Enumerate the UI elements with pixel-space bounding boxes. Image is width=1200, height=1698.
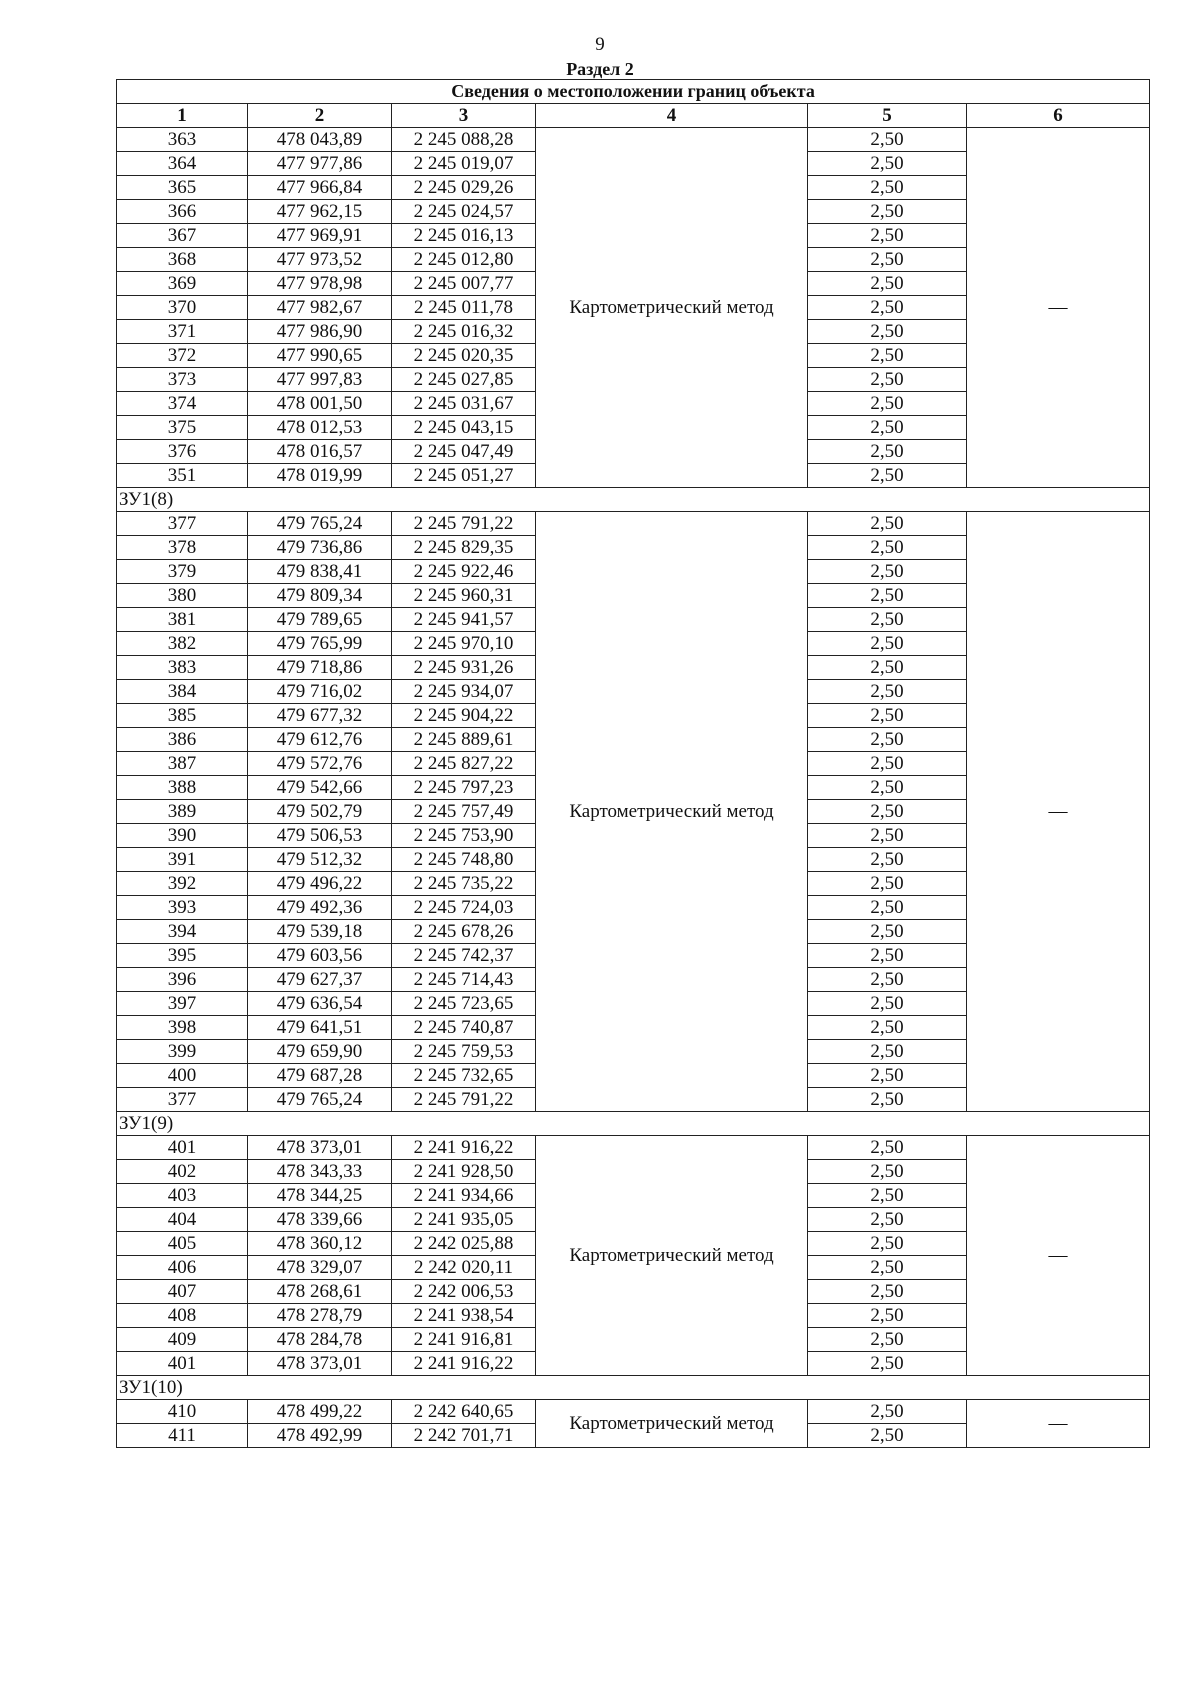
coordinate-y: 2 245 753,90 xyxy=(392,824,536,848)
coordinate-x: 479 502,79 xyxy=(248,800,392,824)
point-number: 399 xyxy=(117,1040,248,1064)
accuracy-value: 2,50 xyxy=(808,1232,967,1256)
coordinate-x: 479 512,32 xyxy=(248,848,392,872)
accuracy-value: 2,50 xyxy=(808,200,967,224)
coordinate-x: 478 329,07 xyxy=(248,1256,392,1280)
point-number: 386 xyxy=(117,728,248,752)
coordinate-x: 478 499,22 xyxy=(248,1400,392,1424)
coordinate-x: 478 278,79 xyxy=(248,1304,392,1328)
coordinate-x: 478 344,25 xyxy=(248,1184,392,1208)
accuracy-value: 2,50 xyxy=(808,1088,967,1112)
coordinate-x: 479 765,24 xyxy=(248,512,392,536)
group-label-row xyxy=(117,1112,1150,1136)
point-number: 372 xyxy=(117,344,248,368)
coordinate-x: 479 496,22 xyxy=(248,872,392,896)
point-number: 409 xyxy=(117,1328,248,1352)
coordinate-x: 477 973,52 xyxy=(248,248,392,272)
point-number: 384 xyxy=(117,680,248,704)
coordinate-y: 2 245 020,35 xyxy=(392,344,536,368)
coordinate-y: 2 245 829,35 xyxy=(392,536,536,560)
point-number: 406 xyxy=(117,1256,248,1280)
coordinate-x: 478 360,12 xyxy=(248,1232,392,1256)
point-number: 401 xyxy=(117,1352,248,1376)
page-number: 9 xyxy=(595,34,605,55)
accuracy-value: 2,50 xyxy=(808,1040,967,1064)
point-number: 396 xyxy=(117,968,248,992)
coordinate-y: 2 245 016,32 xyxy=(392,320,536,344)
coordinate-x: 478 343,33 xyxy=(248,1160,392,1184)
accuracy-value: 2,50 xyxy=(808,176,967,200)
column-header: 4 xyxy=(536,104,808,128)
note-cell: — xyxy=(967,1400,1150,1448)
coordinate-x: 479 677,32 xyxy=(248,704,392,728)
coordinate-y: 2 245 031,67 xyxy=(392,392,536,416)
point-number: 369 xyxy=(117,272,248,296)
point-number: 411 xyxy=(117,1424,248,1448)
method-cell: Картометрический метод xyxy=(536,128,808,488)
coordinate-y: 2 245 012,80 xyxy=(392,248,536,272)
point-number: 376 xyxy=(117,440,248,464)
accuracy-value: 2,50 xyxy=(808,728,967,752)
point-number: 375 xyxy=(117,416,248,440)
point-number: 402 xyxy=(117,1160,248,1184)
coordinate-x: 477 986,90 xyxy=(248,320,392,344)
point-number: 351 xyxy=(117,464,248,488)
coordinate-y: 2 245 678,26 xyxy=(392,920,536,944)
coordinate-x: 477 990,65 xyxy=(248,344,392,368)
point-number: 395 xyxy=(117,944,248,968)
table-body xyxy=(117,128,1150,1448)
accuracy-value: 2,50 xyxy=(808,344,967,368)
point-number: 377 xyxy=(117,512,248,536)
accuracy-value: 2,50 xyxy=(808,1184,967,1208)
accuracy-value: 2,50 xyxy=(808,1400,967,1424)
point-number: 400 xyxy=(117,1064,248,1088)
point-number: 363 xyxy=(117,128,248,152)
coordinate-x: 479 736,86 xyxy=(248,536,392,560)
coordinate-x: 477 969,91 xyxy=(248,224,392,248)
column-header: 3 xyxy=(392,104,536,128)
section-title: Раздел 2 xyxy=(566,59,634,79)
coordinate-y: 2 241 916,81 xyxy=(392,1328,536,1352)
accuracy-value: 2,50 xyxy=(808,944,967,968)
point-number: 391 xyxy=(117,848,248,872)
coordinate-y: 2 245 019,07 xyxy=(392,152,536,176)
point-number: 394 xyxy=(117,920,248,944)
coordinate-y: 2 241 935,05 xyxy=(392,1208,536,1232)
coordinate-y: 2 245 970,10 xyxy=(392,632,536,656)
method-cell: Картометрический метод xyxy=(536,1136,808,1376)
coordinate-y: 2 245 931,26 xyxy=(392,656,536,680)
accuracy-value: 2,50 xyxy=(808,1256,967,1280)
coordinate-x: 478 012,53 xyxy=(248,416,392,440)
column-header: 2 xyxy=(248,104,392,128)
accuracy-value: 2,50 xyxy=(808,800,967,824)
point-number: 368 xyxy=(117,248,248,272)
accuracy-value: 2,50 xyxy=(808,824,967,848)
point-number: 367 xyxy=(117,224,248,248)
point-number: 378 xyxy=(117,536,248,560)
coordinate-y: 2 245 922,46 xyxy=(392,560,536,584)
coordinate-x: 479 718,86 xyxy=(248,656,392,680)
coordinate-x: 479 572,76 xyxy=(248,752,392,776)
point-number: 410 xyxy=(117,1400,248,1424)
point-number: 377 xyxy=(117,1088,248,1112)
table-row xyxy=(117,512,1150,536)
coordinate-y: 2 245 714,43 xyxy=(392,968,536,992)
accuracy-value: 2,50 xyxy=(808,776,967,800)
point-number: 385 xyxy=(117,704,248,728)
accuracy-value: 2,50 xyxy=(808,584,967,608)
point-number: 383 xyxy=(117,656,248,680)
point-number: 405 xyxy=(117,1232,248,1256)
coordinate-y: 2 241 916,22 xyxy=(392,1136,536,1160)
accuracy-value: 2,50 xyxy=(808,272,967,296)
group-label-row xyxy=(117,488,1150,512)
accuracy-value: 2,50 xyxy=(808,680,967,704)
group-label-row xyxy=(117,1376,1150,1400)
accuracy-value: 2,50 xyxy=(808,368,967,392)
accuracy-value: 2,50 xyxy=(808,416,967,440)
coordinate-x: 479 492,36 xyxy=(248,896,392,920)
coordinate-y: 2 242 025,88 xyxy=(392,1232,536,1256)
accuracy-value: 2,50 xyxy=(808,872,967,896)
coordinate-x: 479 765,24 xyxy=(248,1088,392,1112)
coordinate-y: 2 245 740,87 xyxy=(392,1016,536,1040)
coordinate-x: 478 016,57 xyxy=(248,440,392,464)
point-number: 364 xyxy=(117,152,248,176)
accuracy-value: 2,50 xyxy=(808,704,967,728)
coordinate-y: 2 245 029,26 xyxy=(392,176,536,200)
coordinate-y: 2 245 797,23 xyxy=(392,776,536,800)
accuracy-value: 2,50 xyxy=(808,1016,967,1040)
coordinate-y: 2 245 024,57 xyxy=(392,200,536,224)
accuracy-value: 2,50 xyxy=(808,248,967,272)
coordinate-x: 478 019,99 xyxy=(248,464,392,488)
point-number: 387 xyxy=(117,752,248,776)
coordinate-x: 479 627,37 xyxy=(248,968,392,992)
accuracy-value: 2,50 xyxy=(808,296,967,320)
point-number: 398 xyxy=(117,1016,248,1040)
group-label: ЗУ1(9) xyxy=(117,1112,1150,1136)
coordinate-y: 2 245 027,85 xyxy=(392,368,536,392)
coordinate-x: 479 603,56 xyxy=(248,944,392,968)
coordinate-y: 2 241 938,54 xyxy=(392,1304,536,1328)
accuracy-value: 2,50 xyxy=(808,752,967,776)
point-number: 373 xyxy=(117,368,248,392)
accuracy-value: 2,50 xyxy=(808,656,967,680)
column-header: 1 xyxy=(117,104,248,128)
table-row xyxy=(117,128,1150,152)
table-title: Сведения о местоположении границ объекта xyxy=(117,80,1150,104)
coordinate-y: 2 245 011,78 xyxy=(392,296,536,320)
accuracy-value: 2,50 xyxy=(808,1208,967,1232)
coordinate-y: 2 241 916,22 xyxy=(392,1352,536,1376)
coordinate-x: 477 978,98 xyxy=(248,272,392,296)
coordinate-y: 2 245 960,31 xyxy=(392,584,536,608)
coordinate-x: 479 765,99 xyxy=(248,632,392,656)
accuracy-value: 2,50 xyxy=(808,848,967,872)
coordinate-x: 479 716,02 xyxy=(248,680,392,704)
accuracy-value: 2,50 xyxy=(808,1352,967,1376)
coordinate-x: 479 687,28 xyxy=(248,1064,392,1088)
coordinate-y: 2 245 051,27 xyxy=(392,464,536,488)
point-number: 371 xyxy=(117,320,248,344)
table-row xyxy=(117,1136,1150,1160)
accuracy-value: 2,50 xyxy=(808,608,967,632)
group-label: ЗУ1(8) xyxy=(117,488,1150,512)
coordinate-y: 2 245 759,53 xyxy=(392,1040,536,1064)
coordinate-y: 2 245 748,80 xyxy=(392,848,536,872)
accuracy-value: 2,50 xyxy=(808,560,967,584)
point-number: 381 xyxy=(117,608,248,632)
accuracy-value: 2,50 xyxy=(808,512,967,536)
accuracy-value: 2,50 xyxy=(808,896,967,920)
coordinate-x: 477 966,84 xyxy=(248,176,392,200)
coordinate-y: 2 245 791,22 xyxy=(392,512,536,536)
accuracy-value: 2,50 xyxy=(808,968,967,992)
accuracy-value: 2,50 xyxy=(808,320,967,344)
group-label: ЗУ1(10) xyxy=(117,1376,1150,1400)
coordinate-x: 478 339,66 xyxy=(248,1208,392,1232)
coordinate-y: 2 245 723,65 xyxy=(392,992,536,1016)
coordinate-y: 2 245 827,22 xyxy=(392,752,536,776)
coordinate-x: 479 636,54 xyxy=(248,992,392,1016)
coordinate-y: 2 245 791,22 xyxy=(392,1088,536,1112)
note-cell: — xyxy=(967,512,1150,1112)
coordinate-y: 2 245 904,22 xyxy=(392,704,536,728)
coordinate-x: 479 809,34 xyxy=(248,584,392,608)
point-number: 390 xyxy=(117,824,248,848)
table-row xyxy=(117,1400,1150,1424)
coordinate-y: 2 245 889,61 xyxy=(392,728,536,752)
point-number: 392 xyxy=(117,872,248,896)
coordinate-x: 479 641,51 xyxy=(248,1016,392,1040)
coordinate-x: 478 492,99 xyxy=(248,1424,392,1448)
coordinate-x: 479 659,90 xyxy=(248,1040,392,1064)
coordinate-x: 478 284,78 xyxy=(248,1328,392,1352)
coordinate-x: 478 001,50 xyxy=(248,392,392,416)
coordinate-y: 2 242 640,65 xyxy=(392,1400,536,1424)
accuracy-value: 2,50 xyxy=(808,920,967,944)
coordinate-y: 2 245 047,49 xyxy=(392,440,536,464)
method-cell: Картометрический метод xyxy=(536,1400,808,1448)
point-number: 382 xyxy=(117,632,248,656)
coordinate-x: 479 612,76 xyxy=(248,728,392,752)
coordinate-y: 2 245 934,07 xyxy=(392,680,536,704)
accuracy-value: 2,50 xyxy=(808,1280,967,1304)
coordinate-y: 2 242 701,71 xyxy=(392,1424,536,1448)
coordinate-y: 2 245 016,13 xyxy=(392,224,536,248)
coordinate-x: 478 268,61 xyxy=(248,1280,392,1304)
point-number: 407 xyxy=(117,1280,248,1304)
coordinate-y: 2 241 928,50 xyxy=(392,1160,536,1184)
accuracy-value: 2,50 xyxy=(808,632,967,656)
note-cell: — xyxy=(967,128,1150,488)
accuracy-value: 2,50 xyxy=(808,1160,967,1184)
coordinate-x: 477 962,15 xyxy=(248,200,392,224)
point-number: 404 xyxy=(117,1208,248,1232)
accuracy-value: 2,50 xyxy=(808,536,967,560)
coordinate-y: 2 245 757,49 xyxy=(392,800,536,824)
note-cell: — xyxy=(967,1136,1150,1376)
point-number: 401 xyxy=(117,1136,248,1160)
accuracy-value: 2,50 xyxy=(808,1424,967,1448)
accuracy-value: 2,50 xyxy=(808,152,967,176)
column-header: 6 xyxy=(967,104,1150,128)
coordinate-y: 2 245 088,28 xyxy=(392,128,536,152)
point-number: 379 xyxy=(117,560,248,584)
coordinate-y: 2 242 006,53 xyxy=(392,1280,536,1304)
coordinate-y: 2 245 007,77 xyxy=(392,272,536,296)
accuracy-value: 2,50 xyxy=(808,392,967,416)
accuracy-value: 2,50 xyxy=(808,464,967,488)
coordinate-y: 2 245 724,03 xyxy=(392,896,536,920)
coordinate-x: 479 789,65 xyxy=(248,608,392,632)
accuracy-value: 2,50 xyxy=(808,440,967,464)
accuracy-value: 2,50 xyxy=(808,992,967,1016)
point-number: 408 xyxy=(117,1304,248,1328)
coordinate-y: 2 241 934,66 xyxy=(392,1184,536,1208)
accuracy-value: 2,50 xyxy=(808,1064,967,1088)
accuracy-value: 2,50 xyxy=(808,1328,967,1352)
coordinate-x: 479 542,66 xyxy=(248,776,392,800)
coordinate-x: 479 506,53 xyxy=(248,824,392,848)
coordinate-y: 2 245 043,15 xyxy=(392,416,536,440)
coordinate-x: 477 977,86 xyxy=(248,152,392,176)
accuracy-value: 2,50 xyxy=(808,1136,967,1160)
coordinate-y: 2 245 941,57 xyxy=(392,608,536,632)
column-header: 5 xyxy=(808,104,967,128)
accuracy-value: 2,50 xyxy=(808,224,967,248)
method-cell: Картометрический метод xyxy=(536,512,808,1112)
coordinate-x: 477 982,67 xyxy=(248,296,392,320)
column-header-row xyxy=(117,104,1150,128)
accuracy-value: 2,50 xyxy=(808,128,967,152)
point-number: 374 xyxy=(117,392,248,416)
boundary-coordinates-table xyxy=(116,79,1150,1448)
point-number: 389 xyxy=(117,800,248,824)
coordinate-x: 479 539,18 xyxy=(248,920,392,944)
coordinate-x: 478 373,01 xyxy=(248,1352,392,1376)
point-number: 365 xyxy=(117,176,248,200)
point-number: 366 xyxy=(117,200,248,224)
point-number: 393 xyxy=(117,896,248,920)
coordinate-x: 479 838,41 xyxy=(248,560,392,584)
coordinate-x: 478 043,89 xyxy=(248,128,392,152)
coordinate-x: 477 997,83 xyxy=(248,368,392,392)
point-number: 388 xyxy=(117,776,248,800)
point-number: 370 xyxy=(117,296,248,320)
point-number: 397 xyxy=(117,992,248,1016)
coordinate-y: 2 242 020,11 xyxy=(392,1256,536,1280)
point-number: 380 xyxy=(117,584,248,608)
point-number: 403 xyxy=(117,1184,248,1208)
coordinate-x: 478 373,01 xyxy=(248,1136,392,1160)
coordinate-y: 2 245 732,65 xyxy=(392,1064,536,1088)
coordinate-y: 2 245 735,22 xyxy=(392,872,536,896)
coordinate-y: 2 245 742,37 xyxy=(392,944,536,968)
accuracy-value: 2,50 xyxy=(808,1304,967,1328)
